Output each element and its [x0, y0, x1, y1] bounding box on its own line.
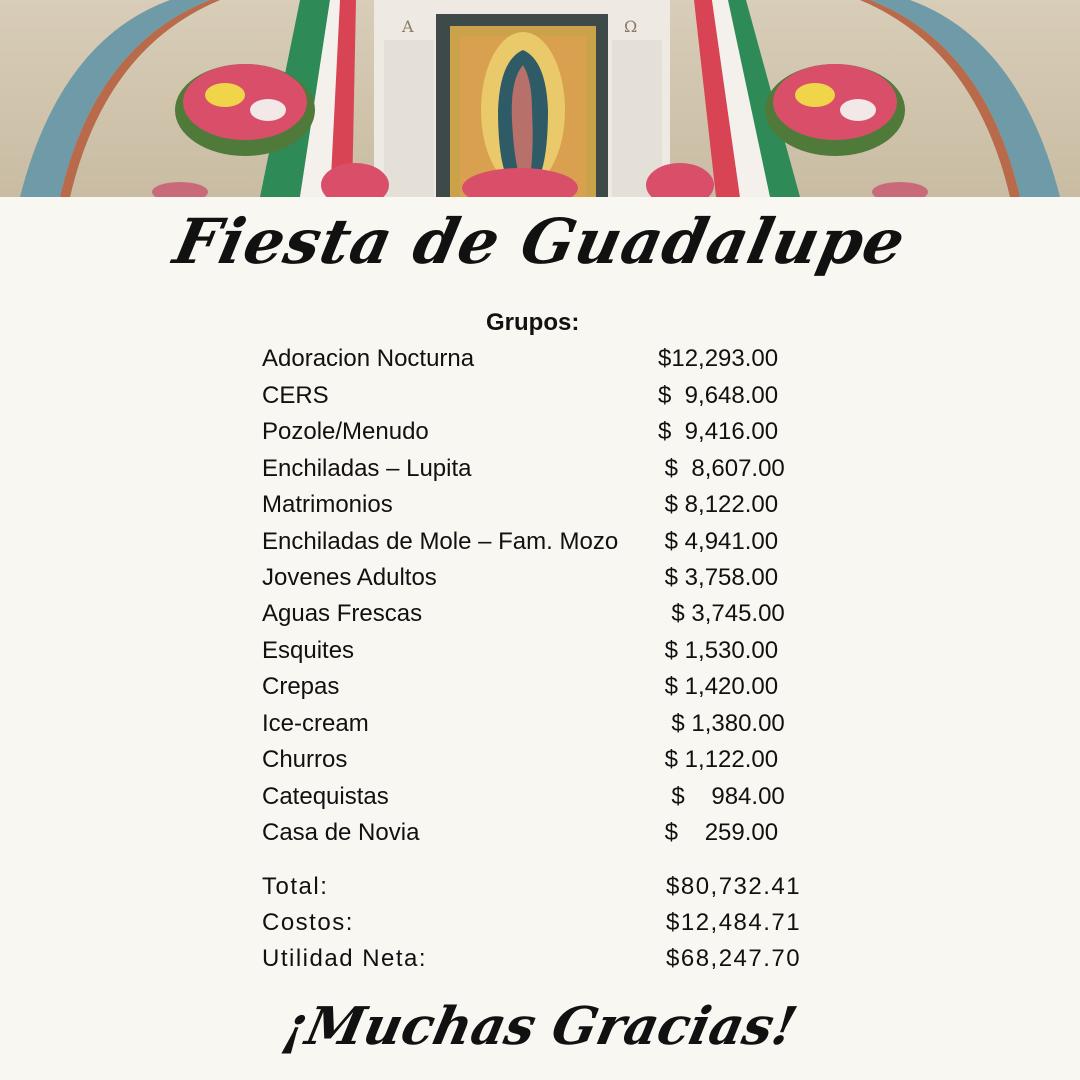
utilidad-label: Utilidad Neta:: [262, 945, 428, 972]
list-item: [0, 596, 1080, 632]
list-item: [0, 341, 1080, 377]
group-amount: $ 984.00: [658, 783, 785, 810]
group-amount: $ 4,941.00: [658, 528, 779, 555]
group-name: Catequistas: [262, 783, 389, 810]
groups-heading: Grupos:: [486, 309, 580, 336]
alpha-symbol: A: [402, 17, 414, 36]
group-amount: $ 1,420.00: [658, 673, 779, 700]
list-item: [0, 706, 1080, 742]
list-item: [0, 815, 1080, 851]
group-name: Esquites: [262, 637, 355, 664]
list-item: [0, 779, 1080, 815]
costos-row: [0, 905, 1080, 941]
utilidad-value: $68,247.70: [666, 945, 802, 972]
group-name: CERS: [262, 382, 329, 409]
group-amount: $ 8,607.00: [658, 455, 785, 482]
group-name: Pozole/Menudo: [262, 418, 429, 445]
group-amount: $ 9,648.00: [658, 382, 779, 409]
group-name: Matrimonios: [262, 491, 393, 518]
group-name: Adoracion Nocturna: [262, 345, 475, 372]
group-amount: $ 1,530.00: [658, 637, 779, 664]
total-row: [0, 869, 1080, 905]
utilidad-row: [0, 941, 1080, 977]
group-name: Crepas: [262, 673, 340, 700]
list-item: [0, 633, 1080, 669]
list-item: [0, 742, 1080, 778]
list-item: [0, 414, 1080, 450]
list-item: [0, 669, 1080, 705]
group-name: Enchiladas – Lupita: [262, 455, 472, 482]
list-item: [0, 451, 1080, 487]
group-name: Enchiladas de Mole – Fam. Mozo: [262, 528, 619, 555]
group-amount: $ 3,745.00: [658, 600, 785, 627]
group-amount: $ 3,758.00: [658, 564, 779, 591]
group-amount: $ 8,122.00: [658, 491, 779, 518]
list-item: [0, 524, 1080, 560]
group-name: Aguas Frescas: [262, 600, 423, 627]
total-value: $80,732.41: [666, 873, 802, 900]
group-name: Casa de Novia: [262, 819, 420, 846]
list-item: [0, 487, 1080, 523]
group-name: Jovenes Adultos: [262, 564, 437, 591]
group-name: Ice-cream: [262, 710, 369, 737]
omega-symbol: Ω: [624, 17, 638, 36]
total-label: Total:: [262, 873, 329, 900]
group-amount: $ 259.00: [658, 819, 779, 846]
group-amount: $12,293.00: [658, 345, 779, 372]
list-item: [0, 378, 1080, 414]
group-amount: $ 9,416.00: [658, 418, 779, 445]
costos-label: Costos:: [262, 909, 354, 936]
altar-photo-banner: [0, 0, 1080, 197]
group-amount: $ 1,122.00: [658, 746, 779, 773]
group-name: Churros: [262, 746, 348, 773]
page-title: Fiesta de Guadalupe: [167, 205, 913, 278]
group-amount: $ 1,380.00: [658, 710, 785, 737]
costos-value: $12,484.71: [666, 909, 802, 936]
closing-message: ¡Muchas Gracias!: [277, 996, 803, 1057]
list-item: [0, 560, 1080, 596]
